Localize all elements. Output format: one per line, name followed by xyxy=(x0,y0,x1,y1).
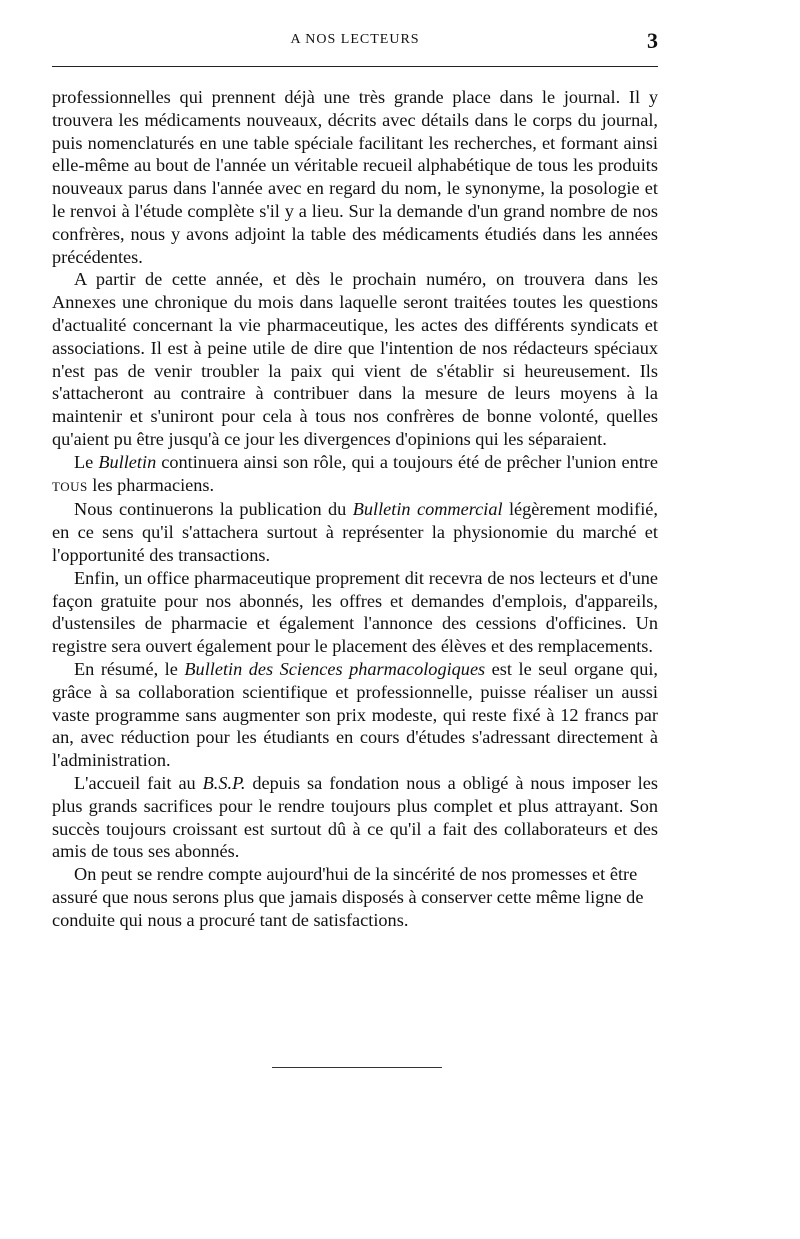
paragraph-7 xyxy=(52,772,658,863)
paragraph-7-text-c: depuis sa fondation nous a obligé à nous imposer les plus grands sacrifices pour le rendre toujours plus complet et plus attrayant. Son succès toujours croissant est surtout dû à ce qu'il a fait des collaborateurs et des amis de tous ses abonnés. xyxy=(52,772,658,862)
bsp-italic: B.S.P. xyxy=(202,772,246,793)
paragraph-3-text-c: continuera ainsi son rôle, qui a toujours été de prêcher l'union entre xyxy=(156,451,659,472)
header-rule xyxy=(52,66,658,67)
paragraph-4-text-c: légèrement modifié, en ce sens qu'il s'attachera surtout à représenter la physionomie du marché et l'opportunité des transactions. xyxy=(52,499,658,565)
paragraph-8: On peut se rendre compte aujourd'hui de la sincérité de nos promesses et être assuré que nous serons plus que jamais disposés à conserver cette même ligne de conduite qui nous a procuré tant de satisfactions. xyxy=(52,864,644,930)
bulletin-italic: Bulletin xyxy=(98,451,157,472)
bulletin-sciences-italic: Bulletin des Sciences pharmacologiques xyxy=(184,658,486,679)
closing-rule xyxy=(272,1067,442,1068)
paragraph-3-text-e: les pharmaciens. xyxy=(87,474,215,495)
bulletin-commercial-italic: Bulletin commercial xyxy=(352,499,503,520)
paragraph-3 xyxy=(52,451,658,499)
paragraph-6 xyxy=(52,658,658,772)
small-caps-tous: TOUS xyxy=(52,478,88,494)
paragraph-4 xyxy=(52,498,658,566)
paragraph-1: professionnelles qui prennent déjà une très grande place dans le journal. Il y trouvera les médicaments nouveaux, décrits avec détails dans le corps du journal, puis nomenclaturés en une table spéciale facilitant les recherches, et formant ainsi elle-même au bout de l'année un véritable recueil alphabétique de tous les produits nouveaux parus dans l'année avec en regard du nom, le synonyme, la posologie et le renvoi à l'étude complète s'il y a lieu. Sur la demande d'un grand nombre de nos confrères, nous y avons adjoint la table des médicaments étudiés dans les années précédentes. xyxy=(52,87,658,267)
paragraph-7-text-a: L'accueil fait au xyxy=(74,772,203,793)
paragraph-5: Enfin, un office pharmaceutique proprement dit recevra de nos lecteurs et d'une façon gratuite pour nos abonnés, les offres et demandes d'emplois, d'appareils, d'ustensiles de pharmacie et également l'annonce des cessions d'officines. Un registre sera ouvert également pour le placement des élèves et des remplacements. xyxy=(52,567,658,657)
page-header xyxy=(52,28,658,56)
paragraph-4-text-a: Nous continuerons la publication du xyxy=(74,499,353,520)
running-title: A NOS LECTEURS xyxy=(290,32,420,47)
paragraph-6-text-a: En résumé, le xyxy=(74,658,185,679)
article-body xyxy=(52,86,658,931)
paragraph-3-text-a: Le xyxy=(74,451,99,472)
paragraph-2: A partir de cette année, et dès le prochain numéro, on trouvera dans les Annexes une chronique du mois dans laquelle seront traitées toutes les questions d'actualité concernant la vie pharmaceutique, les actes des différents syndicats et associations. Il est à peine utile de dire que l'intention de nos rédacteurs spéciaux n'est pas de venir troubler la paix qui vient de s'établir si heureusement. Ils s'attacheront au contraire à contribuer dans la mesure de leurs moyens à la maintenir et s'uniront pour cela à tous nos confrères de bonne volonté, quelles qu'aient pu être jusqu'à ce jour les divergences d'opinions qui les séparaient. xyxy=(52,269,658,449)
paragraph-6-text-c: est le seul organe qui, grâce à sa collaboration scientifique et professionnelle, puisse réaliser un aussi vaste programme sans augmenter son prix modeste, qui reste fixé à 12 francs par an, avec réduction pour les étudiants en cours d'études s'adressant directement à l'administration. xyxy=(52,658,658,771)
page-number: 3 xyxy=(647,28,658,53)
